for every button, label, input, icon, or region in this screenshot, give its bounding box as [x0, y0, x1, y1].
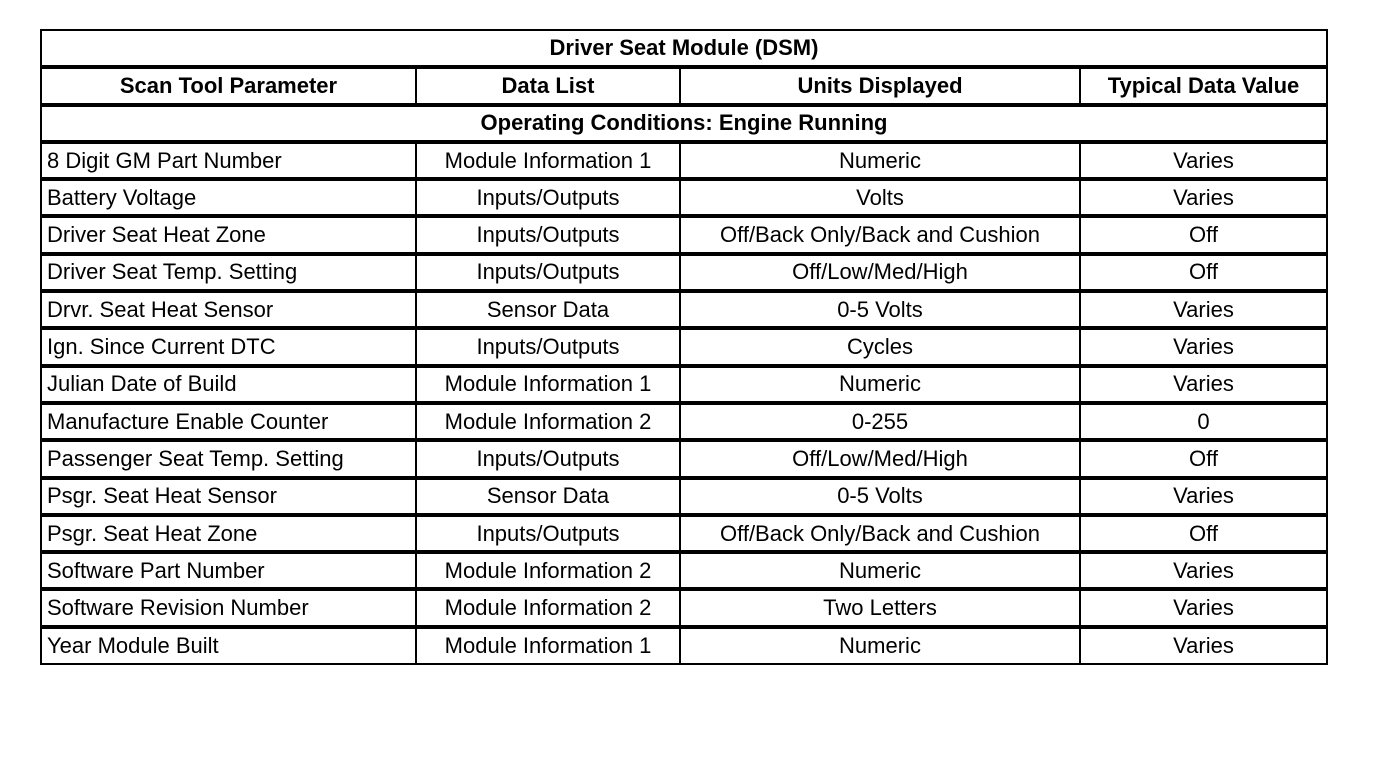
cell-data-list: Sensor Data — [416, 478, 680, 515]
cell-units-displayed: 0-5 Volts — [680, 478, 1080, 515]
cell-units-displayed: Off/Back Only/Back and Cushion — [680, 216, 1080, 253]
table-row — [41, 254, 1327, 291]
table-row — [41, 216, 1327, 253]
cell-scan-tool-parameter: Year Module Built — [41, 627, 416, 664]
table-row — [41, 179, 1327, 216]
table-row — [41, 328, 1327, 365]
column-header-units-displayed: Units Displayed — [680, 67, 1080, 104]
cell-data-list: Inputs/Outputs — [416, 216, 680, 253]
cell-data-list: Module Information 2 — [416, 589, 680, 626]
column-header-row — [41, 67, 1327, 104]
cell-typical-data-value: Varies — [1080, 589, 1327, 626]
cell-scan-tool-parameter: Drvr. Seat Heat Sensor — [41, 291, 416, 328]
cell-units-displayed: Two Letters — [680, 589, 1080, 626]
cell-scan-tool-parameter: Psgr. Seat Heat Sensor — [41, 478, 416, 515]
cell-scan-tool-parameter: Ign. Since Current DTC — [41, 328, 416, 365]
cell-scan-tool-parameter: 8 Digit GM Part Number — [41, 142, 416, 179]
cell-typical-data-value: Off — [1080, 440, 1327, 477]
column-header-scan-tool-parameter: Scan Tool Parameter — [41, 67, 416, 104]
column-header-data-list: Data List — [416, 67, 680, 104]
cell-scan-tool-parameter: Manufacture Enable Counter — [41, 403, 416, 440]
cell-typical-data-value: Varies — [1080, 627, 1327, 664]
cell-typical-data-value: Varies — [1080, 366, 1327, 403]
table-title: Driver Seat Module (DSM) — [41, 30, 1327, 67]
cell-data-list: Inputs/Outputs — [416, 179, 680, 216]
cell-scan-tool-parameter: Battery Voltage — [41, 179, 416, 216]
cell-data-list: Inputs/Outputs — [416, 328, 680, 365]
cell-units-displayed: Numeric — [680, 627, 1080, 664]
table-row — [41, 515, 1327, 552]
cell-typical-data-value: Off — [1080, 254, 1327, 291]
cell-data-list: Module Information 2 — [416, 552, 680, 589]
cell-data-list: Sensor Data — [416, 291, 680, 328]
cell-data-list: Inputs/Outputs — [416, 515, 680, 552]
cell-units-displayed: Numeric — [680, 552, 1080, 589]
cell-data-list: Inputs/Outputs — [416, 440, 680, 477]
cell-units-displayed: Off/Back Only/Back and Cushion — [680, 515, 1080, 552]
column-header-typical-data-value: Typical Data Value — [1080, 67, 1327, 104]
cell-units-displayed: Cycles — [680, 328, 1080, 365]
cell-units-displayed: Numeric — [680, 142, 1080, 179]
cell-typical-data-value: 0 — [1080, 403, 1327, 440]
cell-units-displayed: Numeric — [680, 366, 1080, 403]
cell-typical-data-value: Varies — [1080, 328, 1327, 365]
table-row — [41, 552, 1327, 589]
dsm-data-table — [40, 29, 1328, 665]
cell-scan-tool-parameter: Julian Date of Build — [41, 366, 416, 403]
cell-scan-tool-parameter: Software Part Number — [41, 552, 416, 589]
cell-scan-tool-parameter: Software Revision Number — [41, 589, 416, 626]
operating-conditions: Operating Conditions: Engine Running — [41, 105, 1327, 142]
cell-units-displayed: Volts — [680, 179, 1080, 216]
cell-typical-data-value: Off — [1080, 216, 1327, 253]
cell-data-list: Module Information 1 — [416, 366, 680, 403]
cell-typical-data-value: Varies — [1080, 552, 1327, 589]
table-row — [41, 403, 1327, 440]
table-row — [41, 627, 1327, 664]
cell-scan-tool-parameter: Passenger Seat Temp. Setting — [41, 440, 416, 477]
cell-typical-data-value: Varies — [1080, 142, 1327, 179]
cell-data-list: Inputs/Outputs — [416, 254, 680, 291]
operating-conditions-row — [41, 105, 1327, 142]
table-row — [41, 142, 1327, 179]
cell-data-list: Module Information 1 — [416, 142, 680, 179]
table-row — [41, 478, 1327, 515]
cell-typical-data-value: Varies — [1080, 478, 1327, 515]
table-body — [41, 142, 1327, 664]
table-row — [41, 366, 1327, 403]
cell-units-displayed: Off/Low/Med/High — [680, 254, 1080, 291]
cell-units-displayed: 0-255 — [680, 403, 1080, 440]
table-row — [41, 291, 1327, 328]
cell-typical-data-value: Off — [1080, 515, 1327, 552]
table-row — [41, 589, 1327, 626]
cell-scan-tool-parameter: Psgr. Seat Heat Zone — [41, 515, 416, 552]
table-row — [41, 440, 1327, 477]
cell-scan-tool-parameter: Driver Seat Heat Zone — [41, 216, 416, 253]
cell-units-displayed: Off/Low/Med/High — [680, 440, 1080, 477]
cell-units-displayed: 0-5 Volts — [680, 291, 1080, 328]
cell-typical-data-value: Varies — [1080, 179, 1327, 216]
table-title-row — [41, 30, 1327, 67]
cell-data-list: Module Information 2 — [416, 403, 680, 440]
cell-scan-tool-parameter: Driver Seat Temp. Setting — [41, 254, 416, 291]
cell-data-list: Module Information 1 — [416, 627, 680, 664]
cell-typical-data-value: Varies — [1080, 291, 1327, 328]
